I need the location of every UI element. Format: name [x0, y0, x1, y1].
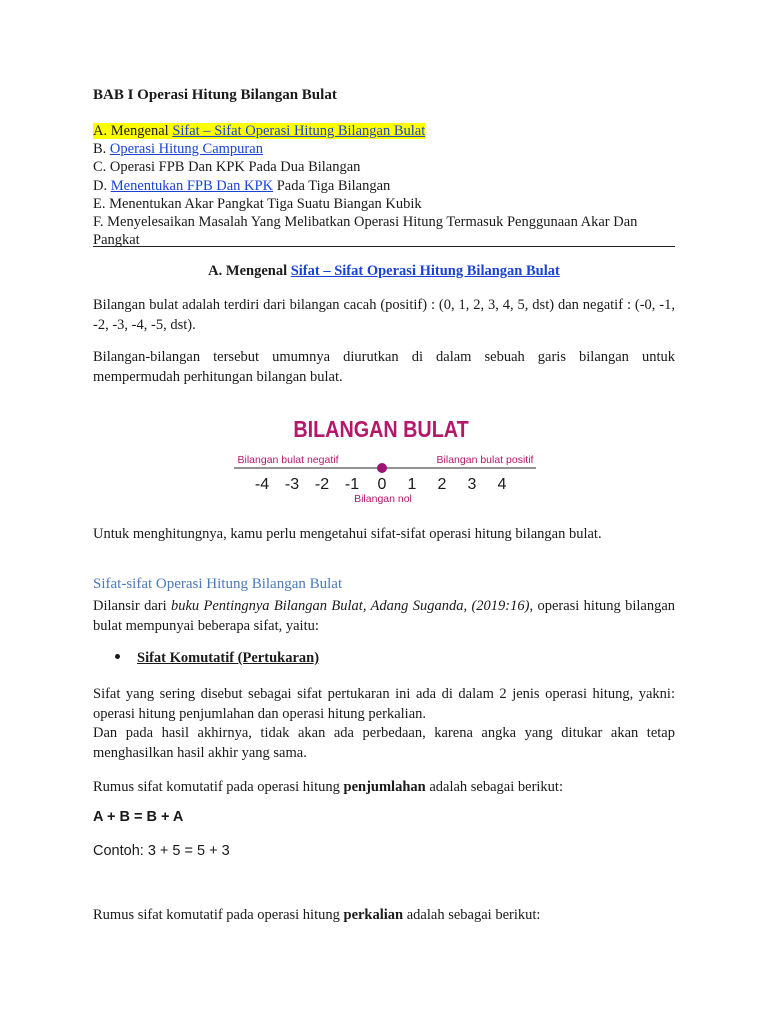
- rumus-text: adalah sebagai berikut:: [425, 779, 563, 795]
- rumus-text: adalah sebagai berikut:: [403, 907, 541, 923]
- toc-item: [93, 213, 675, 249]
- formula-penjumlahan: A + B = B + A: [93, 809, 184, 825]
- section-heading: [93, 263, 675, 280]
- horizontal-divider: [93, 246, 675, 247]
- paragraph-source: [93, 597, 675, 636]
- table-of-contents: [93, 122, 675, 249]
- tick-label: 2: [437, 476, 447, 493]
- paragraph-number-line: Bilangan-bilangan tersebut umumnya diurutkan di dalam sebuah garis bilangan untuk mempermudah perhitungan bilangan bulat.: [93, 349, 675, 385]
- toc-item: [93, 122, 675, 140]
- toc-item: [93, 140, 675, 158]
- tick-label: -1: [344, 476, 360, 493]
- paragraph-intro-sifat: Untuk menghitungnya, kamu perlu mengetahui sifat-sifat operasi hitung bilangan bulat.: [93, 526, 602, 542]
- tick-label: 3: [467, 476, 477, 493]
- section-heading-text: A. Mengenal: [208, 263, 291, 279]
- toc-item-text: F. Menyelesaikan Masalah Yang Melibatkan Operasi Hitung Termasuk Penggunaan Akar Dan Pangkat: [93, 214, 638, 249]
- number-line-figure: [230, 404, 540, 508]
- example-penjumlahan: Contoh: 3 + 5 = 5 + 3: [93, 843, 230, 859]
- negative-label: Bilangan bulat negatif: [237, 454, 339, 466]
- source-text: , operasi hitung bilangan bulat mempunyai beberapa sifat, yaitu:: [93, 598, 676, 634]
- tick-label: -3: [284, 476, 300, 493]
- chapter-title: BAB I Operasi Hitung Bilangan Bulat: [93, 87, 337, 103]
- tick-label: -4: [254, 476, 270, 493]
- toc-item-text: D.: [93, 177, 111, 194]
- positive-label: Bilangan bulat positif: [436, 454, 534, 466]
- bullet-dot-icon: [115, 654, 120, 659]
- figure-title: BILANGAN BULAT: [293, 416, 469, 443]
- tick-label: 4: [497, 476, 507, 493]
- rumus-bold: penjumlahan: [343, 779, 426, 795]
- toc-item: [93, 177, 675, 195]
- paragraph-line: Sifat yang sering disebut sebagai sifat pertukaran ini ada di dalam 2 jenis operasi hitung, yakni: operasi hitung penjumlahan dan operasi hitung perkalian.: [93, 686, 675, 722]
- paragraph-line: Dan pada hasil akhirnya, tidak akan ada perbedaan, karena angka yang ditukar akan tetap menghasilkan hasil akhir yang sama.: [93, 725, 675, 761]
- tick-labels: [255, 476, 507, 493]
- toc-item-text: C. Operasi FPB Dan KPK Pada Dua Bilangan: [93, 159, 361, 176]
- toc-item-text: B.: [93, 141, 110, 158]
- source-citation: buku Pentingnya Bilangan Bulat, Adang Suganda, (2019:16): [170, 598, 530, 614]
- bullet-item: [115, 650, 319, 667]
- tick-label: -2: [314, 476, 330, 493]
- rumus-text: Rumus sifat komutatif pada operasi hitung: [93, 779, 344, 795]
- tick-label: 0: [377, 476, 387, 493]
- paragraph-definition: Bilangan bulat adalah terdiri dari bilangan cacah (positif) : (0, 1, 2, 3, 4, 5, dst) dan negatif : (-0, -1, -2, -3, -4, -5, dst).: [93, 297, 675, 333]
- rumus-bold: perkalian: [343, 907, 404, 923]
- paragraph-komutatif: [93, 685, 675, 763]
- toc-item-text: E. Menentukan Akar Pangkat Tiga Suatu Biangan Kubik: [93, 195, 422, 212]
- zero-point-dot: [377, 463, 387, 473]
- toc-link-sifat-operasi[interactable]: Sifat – Sifat Operasi Hitung Bilangan Bulat: [172, 123, 426, 139]
- toc-item: [93, 195, 675, 213]
- section-heading-link[interactable]: Sifat – Sifat Operasi Hitung Bilangan Bulat: [290, 263, 560, 279]
- paragraph-rumus-perkalian: [93, 906, 675, 926]
- sub-heading: Sifat-sifat Operasi Hitung Bilangan Bulat: [93, 576, 343, 592]
- bullet-label: Sifat Komutatif (Pertukaran): [137, 650, 320, 666]
- toc-item-highlighted: [93, 123, 425, 139]
- paragraph-rumus-penjumlahan: [93, 778, 675, 798]
- toc-item-text: Pada Tiga Bilangan: [273, 177, 391, 194]
- source-text: Dilansir dari: [93, 598, 171, 614]
- toc-link-operasi-campuran[interactable]: Operasi Hitung Campuran: [109, 141, 263, 158]
- zero-label: Bilangan nol: [354, 493, 412, 505]
- toc-item-text: A. Mengenal: [93, 123, 173, 139]
- toc-item: [93, 158, 675, 176]
- tick-label: 1: [407, 476, 417, 493]
- rumus-text: Rumus sifat komutatif pada operasi hitung: [93, 907, 344, 923]
- toc-link-fpb-kpk[interactable]: Menentukan FPB Dan KPK: [110, 177, 274, 194]
